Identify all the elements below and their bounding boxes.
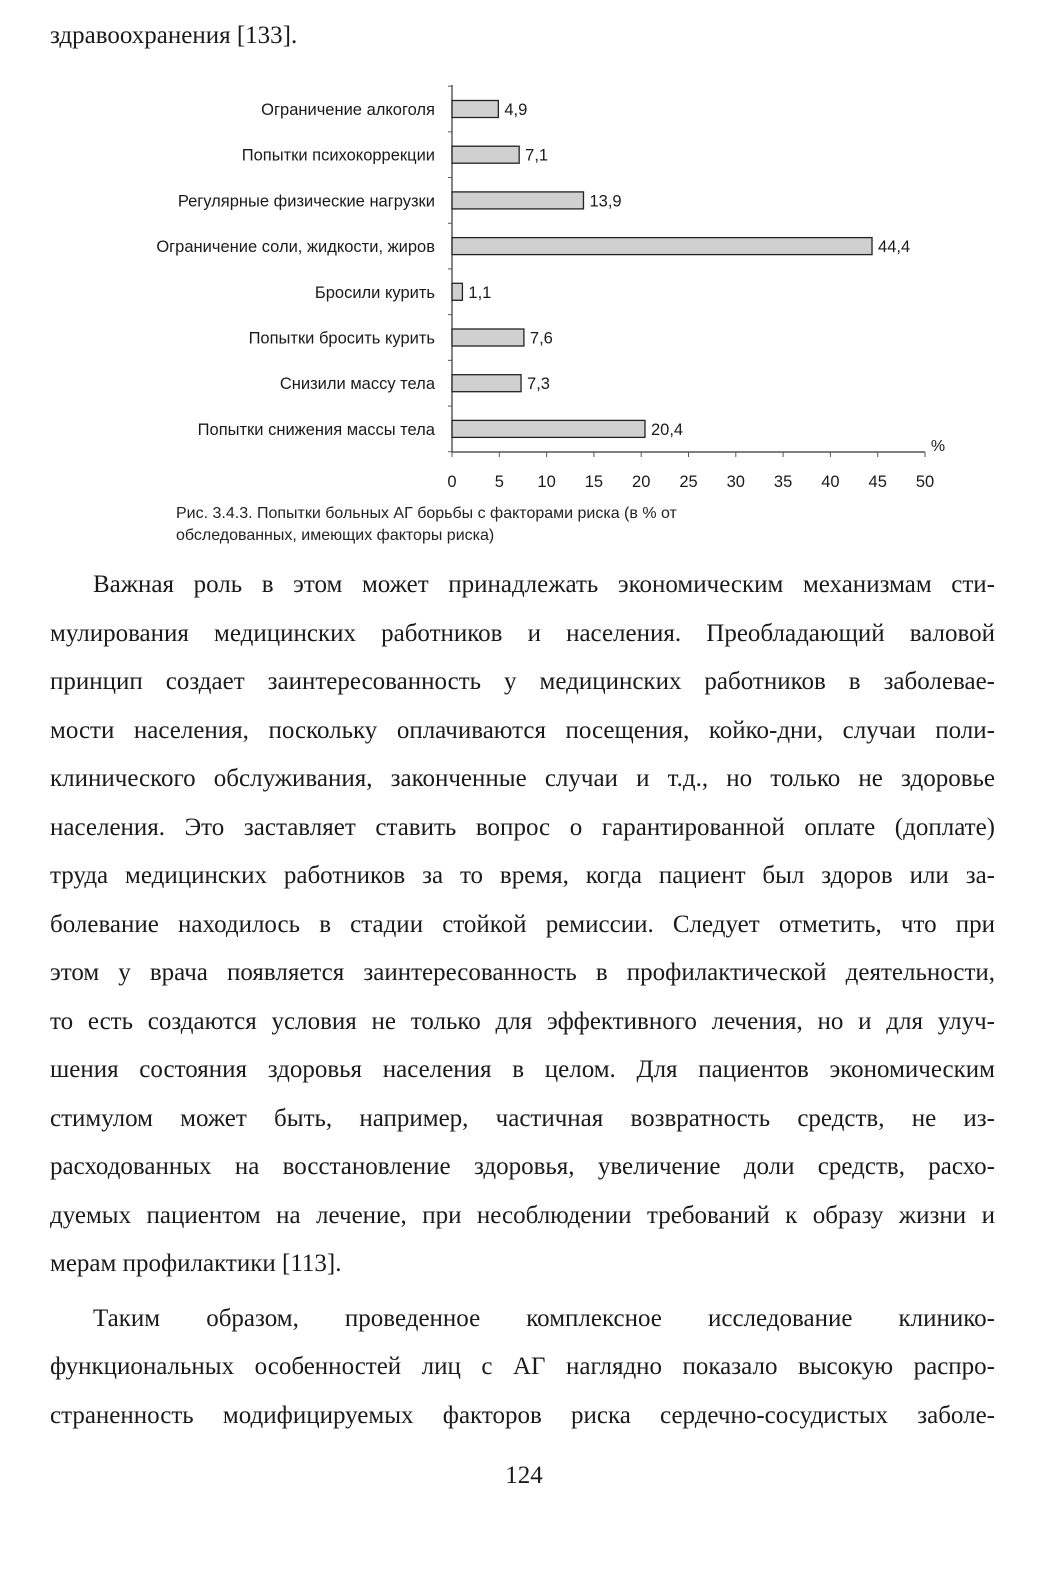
data-label: 4,9 <box>504 101 528 119</box>
bar <box>452 146 519 163</box>
x-tick-label: 20 <box>632 473 651 491</box>
x-tick-label: 30 <box>726 473 745 491</box>
x-tick-label: 35 <box>773 473 793 491</box>
bar <box>452 192 583 209</box>
text-line: населения. Это заставляет ставить вопрос о гарантированной оплате (доплате) <box>50 813 995 841</box>
x-tick-label: 15 <box>584 473 604 491</box>
category-label: Регулярные физические нагрузки <box>177 192 435 211</box>
text-line: расходованных на восстановление здоровья, увеличение доли средств, расхо- <box>50 1153 995 1180</box>
text-line: шения состояния здоровья населения в целом. Для пациентов экономическим <box>50 1056 995 1083</box>
text-line: дуемых пациентом на лечение, при несоблюдении требований к образу жизни и <box>50 1201 995 1229</box>
category-label: Бросили курить <box>314 283 435 302</box>
category-label: Попытки психокоррекции <box>241 146 435 165</box>
top-line-text: здравоохранения [133]. <box>50 22 298 49</box>
bar-chart <box>0 80 1048 500</box>
text-line: то есть создаются условия не только для эффективного лечения, но и для улуч- <box>50 1007 995 1035</box>
text-line: мулирования медицинских работников и населения. Преобладающий валовой <box>50 619 995 647</box>
text-line: болевание находилось в стадии стойкой ремиссии. Следует отметить, что при <box>50 910 995 938</box>
x-tick-label: 50 <box>915 473 935 491</box>
data-label: 44,4 <box>878 238 911 257</box>
text-line: функциональных особенностей лиц с АГ наглядно показало высокую распро- <box>50 1353 995 1380</box>
text-line: Таким образом, проведенное комплексное исследование клинико- <box>93 1304 995 1332</box>
bar <box>452 101 498 118</box>
text-line: труда медицинских работников за то время, когда пациент был здоров или за- <box>50 862 995 889</box>
x-axis-unit-label: % <box>930 438 946 455</box>
data-label: 20,4 <box>650 420 684 439</box>
text-line: принцип создает заинтересованность у медицинских работников в заболевае- <box>50 668 995 695</box>
x-tick-label: 5 <box>494 473 504 491</box>
text-line: мерам профилактики [113]. <box>50 1250 342 1277</box>
x-tick-label: 45 <box>868 473 887 491</box>
text-line: стимулом может быть, например, частичная возвратность средств, не из- <box>50 1104 995 1132</box>
x-tick-label: 0 <box>447 473 457 491</box>
text-line: Важная роль в этом может принадлежать экономическим механизмам сти- <box>93 571 995 598</box>
x-tick-label: 40 <box>821 473 840 491</box>
text-line: этом у врача появляется заинтересованность в профилактической деятельности, <box>50 959 995 986</box>
text-line: мости населения, поскольку оплачиваются посещения, койко-дни, случаи поли- <box>50 716 995 744</box>
x-tick-label: 25 <box>679 473 698 491</box>
x-tick-label: 10 <box>537 473 556 491</box>
category-label: Попытки бросить курить <box>248 329 435 348</box>
category-label: Попытки снижения массы тела <box>197 420 435 439</box>
caption-line-2: обследованных, имеющих факторы риска) <box>176 527 495 544</box>
data-label: 13,9 <box>589 192 622 211</box>
category-label: Ограничение соли, жидкости, жиров <box>156 238 435 257</box>
figure-caption <box>176 503 816 547</box>
text-line: клинического обслуживания, законченные случаи и т.д., но только не здоровье <box>50 765 995 792</box>
bar <box>452 329 524 346</box>
body-text <box>50 561 995 1440</box>
bar <box>452 420 645 437</box>
bar <box>452 238 872 255</box>
data-label: 1,1 <box>468 283 492 302</box>
bar <box>452 375 521 392</box>
text-line: страненность модифицируемых факторов риска сердечно-сосудистых заболе- <box>50 1401 995 1429</box>
category-label: Снизили массу тела <box>279 375 435 394</box>
caption-line-1: Рис. 3.4.3. Попытки больных АГ борьбы с факторами риска (в % от <box>176 505 677 522</box>
data-label: 7,3 <box>527 375 550 394</box>
data-label: 7,6 <box>529 329 553 348</box>
category-label: Ограничение алкоголя <box>261 101 435 119</box>
bar <box>452 283 462 300</box>
page-number: 124 <box>505 1462 543 1489</box>
data-label: 7,1 <box>525 146 549 165</box>
